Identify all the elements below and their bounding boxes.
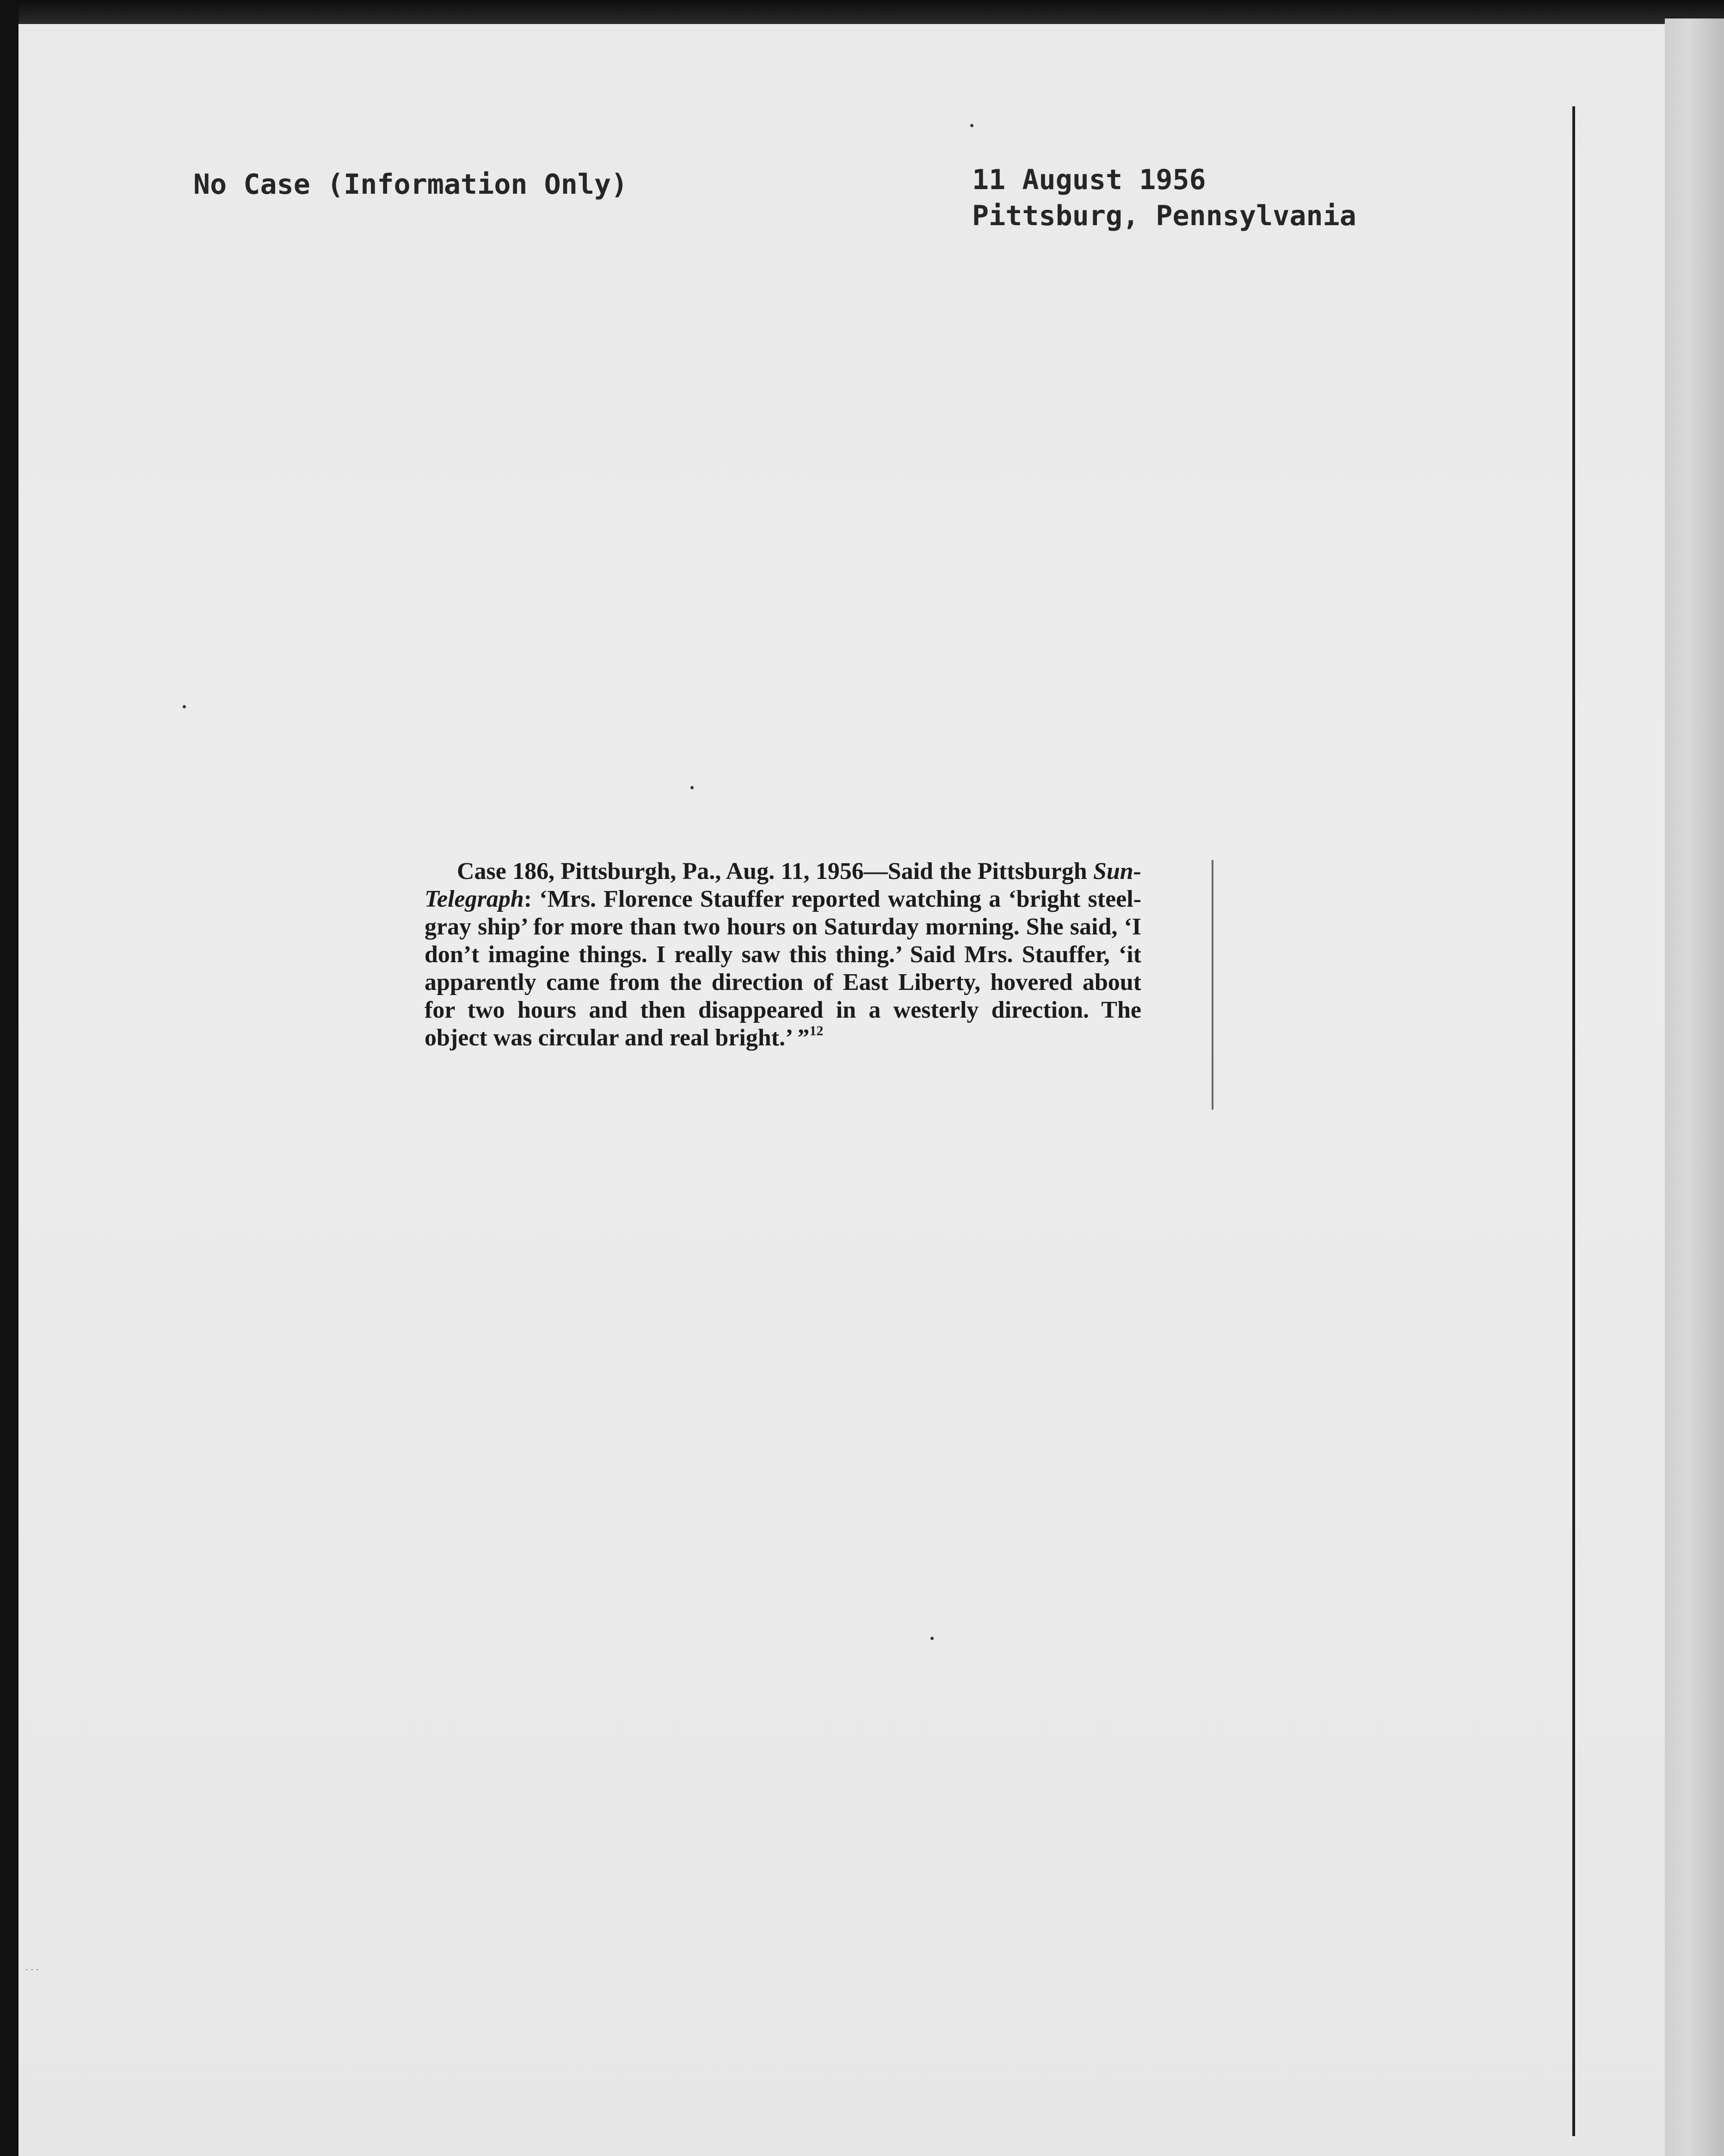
page-edge-line xyxy=(1572,106,1575,2136)
newspaper-clipping xyxy=(425,858,1141,1052)
scan-right-border xyxy=(1665,18,1724,2156)
document-page xyxy=(18,24,1665,2156)
case-status-label: No Case (Information Only) xyxy=(193,168,628,201)
date-location-block xyxy=(972,162,1356,234)
footnote-marker: 12 xyxy=(809,1023,824,1038)
scan-speck xyxy=(690,786,694,789)
report-date: 11 August 1956 xyxy=(972,164,1206,196)
scan-mark: · · · xyxy=(25,1965,39,1975)
clipping-body: : ‘Mrs. Florence Stauffer reported watching a ‘bright steel-gray ship’ for more than two hours on Saturday morning. She said, ‘I don’t imagine things. I really saw this thing.’ Said Mrs. Stauffer, ‘it apparently came from the direction of East Liberty, hovered about for two hours and then disappeared in a westerly direction. The object was circular and real bright.’ ” xyxy=(425,886,1141,1051)
scan-top-border xyxy=(0,0,1724,24)
newspaper-name: Sun-Telegraph xyxy=(425,858,1141,912)
scan-speck xyxy=(183,705,186,708)
clipping-margin-line xyxy=(1212,860,1213,1110)
report-location: Pittsburg, Pennsylvania xyxy=(972,200,1356,232)
clipping-lead: Case 186, Pittsburgh, Pa., Aug. 11, 1956—Said the Pittsburgh xyxy=(457,858,1093,885)
scan-speck xyxy=(930,1637,934,1640)
scan-left-border xyxy=(0,0,18,2156)
scan-speck xyxy=(970,124,973,127)
